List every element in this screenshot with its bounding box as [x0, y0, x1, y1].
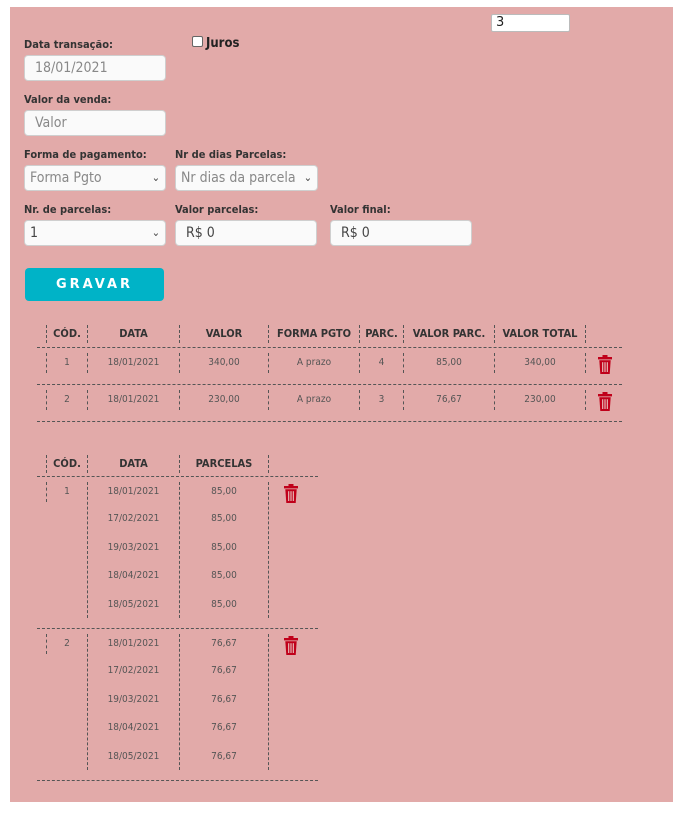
row-separator: [37, 476, 318, 477]
cell-parc: 4: [378, 357, 385, 368]
header-valor-parc: VALOR PARC.: [412, 327, 486, 340]
juros-label: Juros: [206, 36, 240, 51]
data-transacao-label: Data transação:: [24, 38, 113, 51]
cell-data: 18/04/2021: [107, 722, 160, 733]
valor-parcelas-label: Valor parcelas:: [175, 203, 259, 216]
chevron-down-icon: ⌄: [303, 171, 312, 184]
trash-icon[interactable]: [283, 484, 299, 503]
nr-dias-select[interactable]: [175, 165, 318, 191]
cell-parcela: 85,00: [211, 486, 237, 497]
trash-icon[interactable]: [597, 392, 613, 411]
cell-data: 18/01/2021: [107, 394, 160, 405]
cell-data: 18/01/2021: [107, 357, 160, 368]
header-data: DATA: [119, 327, 148, 340]
cell-valor-parc: 85,00: [436, 357, 462, 368]
forma-pagamento-select[interactable]: [24, 165, 166, 191]
cell-data: 18/05/2021: [107, 599, 160, 610]
quantity-input[interactable]: 3: [491, 14, 570, 32]
header-cod: CÓD.: [53, 327, 81, 340]
cell-parcela: 85,00: [211, 542, 237, 553]
cell-parcela: 85,00: [211, 599, 237, 610]
gravar-button[interactable]: GRAVAR: [25, 268, 164, 301]
cell-forma: A prazo: [296, 357, 332, 368]
nr-parcelas-label: Nr. de parcelas:: [24, 203, 112, 216]
cell-parcela: 76,67: [211, 694, 237, 705]
nr-dias-value: Nr dias da parcela: [181, 170, 296, 186]
column-divider: [585, 390, 586, 410]
cell-parc: 3: [378, 394, 385, 405]
header-valor: VALOR: [205, 327, 243, 340]
header-parcelas: PARCELAS: [195, 457, 253, 470]
cell-data: 19/03/2021: [107, 542, 160, 553]
cell-valor-total: 340,00: [524, 357, 556, 368]
valor-final-input[interactable]: R$ 0: [330, 220, 472, 246]
chevron-down-icon: ⌄: [151, 171, 160, 184]
cell-data: 17/02/2021: [107, 513, 160, 524]
cell-parcela: 76,67: [211, 722, 237, 733]
header-cod: CÓD.: [53, 457, 81, 470]
cell-cod: 2: [64, 638, 70, 649]
valor-venda-input[interactable]: Valor: [24, 110, 166, 136]
cell-parcela: 85,00: [211, 570, 237, 581]
header-valor-total: VALOR TOTAL: [502, 327, 578, 340]
nr-parcelas-value: 1: [30, 225, 39, 241]
column-divider: [585, 353, 586, 373]
data-transacao-input[interactable]: 18/01/2021: [24, 55, 166, 81]
trash-icon[interactable]: [283, 636, 299, 655]
cell-cod: 1: [64, 486, 70, 497]
chevron-down-icon: ⌄: [151, 226, 160, 239]
valor-venda-label: Valor da venda:: [24, 93, 112, 106]
column-divider: [268, 634, 269, 770]
cell-data: 18/01/2021: [107, 638, 160, 649]
row-separator: [37, 421, 622, 422]
header-forma-pgto: FORMA PGTO: [276, 327, 352, 340]
trash-icon[interactable]: [597, 355, 613, 374]
nr-dias-label: Nr de dias Parcelas:: [175, 148, 287, 161]
forma-pagamento-label: Forma de pagamento:: [24, 148, 147, 161]
valor-parcelas-input[interactable]: R$ 0: [175, 220, 317, 246]
cell-data: 19/03/2021: [107, 694, 160, 705]
cell-valor: 230,00: [208, 394, 240, 405]
column-divider: [268, 482, 269, 618]
header-parc: PARC.: [365, 327, 398, 340]
cell-data: 18/04/2021: [107, 570, 160, 581]
cell-data: 18/01/2021: [107, 486, 160, 497]
row-separator: [37, 628, 318, 629]
row-separator: [37, 384, 622, 385]
column-divider: [268, 455, 269, 473]
cell-parcela: 76,67: [211, 665, 237, 676]
cell-cod: 2: [64, 394, 70, 405]
row-separator: [37, 780, 318, 781]
cell-forma: A prazo: [296, 394, 332, 405]
nr-parcelas-select[interactable]: [24, 220, 166, 246]
cell-valor-parc: 76,67: [436, 394, 462, 405]
cell-valor-total: 230,00: [524, 394, 556, 405]
valor-final-label: Valor final:: [330, 203, 391, 216]
cell-parcela: 76,67: [211, 638, 237, 649]
row-separator: [37, 347, 622, 348]
cell-parcela: 76,67: [211, 751, 237, 762]
juros-checkbox[interactable]: [192, 36, 203, 47]
cell-data: 18/05/2021: [107, 751, 160, 762]
header-data: DATA: [119, 457, 148, 470]
forma-pagamento-value: Forma Pgto: [30, 170, 102, 186]
column-divider: [585, 325, 586, 343]
cell-data: 17/02/2021: [107, 665, 160, 676]
cell-valor: 340,00: [208, 357, 240, 368]
cell-cod: 1: [64, 357, 70, 368]
cell-parcela: 85,00: [211, 513, 237, 524]
